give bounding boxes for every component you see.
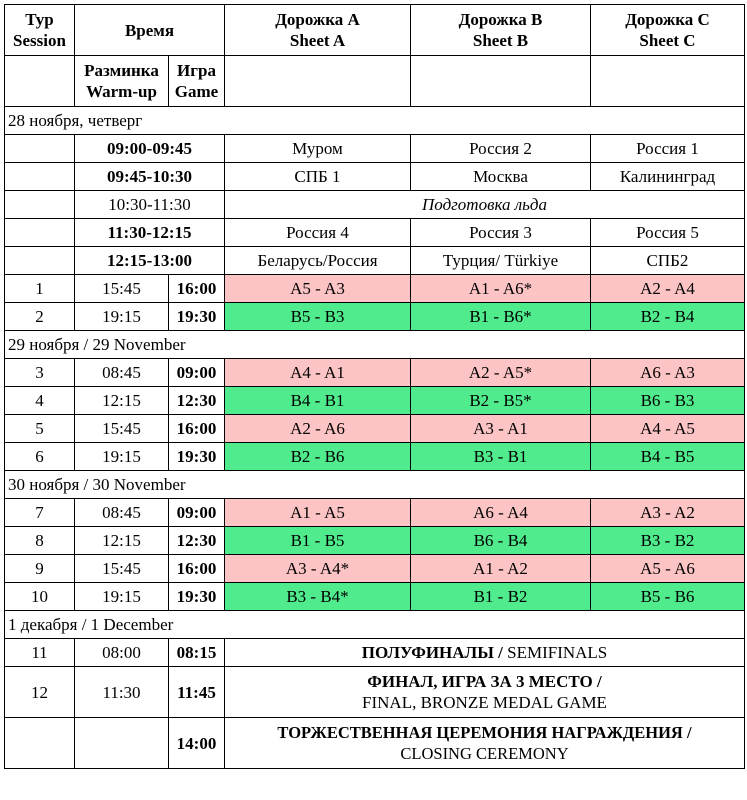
final-label: ФИНАЛ, ИГРА ЗА 3 МЕСТО / FINAL, BRONZE MEDAL GAME [225, 667, 745, 718]
session-number: 10 [5, 583, 75, 611]
practice-row [5, 247, 745, 275]
match-a: A3 - A4* [225, 555, 411, 583]
schedule-table [4, 4, 745, 769]
session-number: 2 [5, 303, 75, 331]
game-time: 19:30 [169, 583, 225, 611]
match-c: A2 - A4 [591, 275, 745, 303]
game-row [5, 387, 745, 415]
day-title: 29 ноября / 29 November [5, 331, 745, 359]
match-c: B2 - B4 [591, 303, 745, 331]
match-b: A6 - A4 [411, 499, 591, 527]
header-session: Тур Session [5, 5, 75, 56]
warmup-cell [75, 718, 169, 769]
match-c: B4 - B5 [591, 443, 745, 471]
game-time: 16:00 [169, 275, 225, 303]
practice-row [5, 163, 745, 191]
match-a: B3 - B4* [225, 583, 411, 611]
warmup-time: 15:45 [75, 275, 169, 303]
match-b: A2 - A5* [411, 359, 591, 387]
day-title: 28 ноября, четверг [5, 107, 745, 135]
game-time: 14:00 [169, 718, 225, 769]
team-b: Москва [411, 163, 591, 191]
game-row [5, 583, 745, 611]
game-time: 09:00 [169, 499, 225, 527]
session-number: 5 [5, 415, 75, 443]
match-a: B4 - B1 [225, 387, 411, 415]
ice-prep-note: Подготовка льда [225, 191, 745, 219]
day-row [5, 611, 745, 639]
game-time: 16:00 [169, 415, 225, 443]
practice-row [5, 219, 745, 247]
match-b: B1 - B6* [411, 303, 591, 331]
match-a: A5 - A3 [225, 275, 411, 303]
match-a: A2 - A6 [225, 415, 411, 443]
match-a: A1 - A5 [225, 499, 411, 527]
header-sheet-c: Дорожка C Sheet C [591, 5, 745, 56]
match-b: B2 - B5* [411, 387, 591, 415]
game-row [5, 303, 745, 331]
game-row [5, 499, 745, 527]
match-b: A1 - A6* [411, 275, 591, 303]
game-row [5, 443, 745, 471]
session-number: 1 [5, 275, 75, 303]
match-b: B1 - B2 [411, 583, 591, 611]
practice-time: 09:45-10:30 [75, 163, 225, 191]
team-b: Россия 2 [411, 135, 591, 163]
warmup-time: 12:15 [75, 387, 169, 415]
warmup-time: 11:30 [75, 667, 169, 718]
session-cell [5, 135, 75, 163]
match-b: A3 - A1 [411, 415, 591, 443]
game-time: 12:30 [169, 527, 225, 555]
warmup-time: 12:15 [75, 527, 169, 555]
session-number: 6 [5, 443, 75, 471]
game-time: 16:00 [169, 555, 225, 583]
ceremony-label: ТОРЖЕСТВЕННАЯ ЦЕРЕМОНИЯ НАГРАЖДЕНИЯ / CLOSING CEREMONY [225, 718, 745, 769]
header-row [5, 5, 745, 56]
semifinal-row [5, 639, 745, 667]
header-sheet-a: Дорожка A Sheet A [225, 5, 411, 56]
team-c: Россия 1 [591, 135, 745, 163]
session-number: 8 [5, 527, 75, 555]
day-row [5, 107, 745, 135]
final-row [5, 667, 745, 718]
team-c: Россия 5 [591, 219, 745, 247]
match-a: B1 - B5 [225, 527, 411, 555]
warmup-time: 19:15 [75, 303, 169, 331]
game-time: 08:15 [169, 639, 225, 667]
match-c: A3 - A2 [591, 499, 745, 527]
warmup-time: 15:45 [75, 415, 169, 443]
practice-time: 09:00-09:45 [75, 135, 225, 163]
header-time: Время [75, 5, 225, 56]
subheader-empty [591, 56, 745, 107]
game-row [5, 359, 745, 387]
practice-time: 12:15-13:00 [75, 247, 225, 275]
match-c: B5 - B6 [591, 583, 745, 611]
match-c: B3 - B2 [591, 527, 745, 555]
match-b: A1 - A2 [411, 555, 591, 583]
match-a: B5 - B3 [225, 303, 411, 331]
match-c: A5 - A6 [591, 555, 745, 583]
game-row [5, 415, 745, 443]
team-a: Муром [225, 135, 411, 163]
game-time: 09:00 [169, 359, 225, 387]
header-game: Игра Game [169, 56, 225, 107]
subheader-empty [411, 56, 591, 107]
session-cell [5, 191, 75, 219]
ceremony-row [5, 718, 745, 769]
day-title: 1 декабря / 1 December [5, 611, 745, 639]
session-cell [5, 163, 75, 191]
warmup-time: 19:15 [75, 583, 169, 611]
session-number: 7 [5, 499, 75, 527]
session-number: 11 [5, 639, 75, 667]
session-number: 3 [5, 359, 75, 387]
game-row [5, 555, 745, 583]
warmup-time: 08:45 [75, 499, 169, 527]
team-a: СПБ 1 [225, 163, 411, 191]
game-time: 11:45 [169, 667, 225, 718]
practice-row [5, 135, 745, 163]
game-row [5, 275, 745, 303]
session-cell [5, 247, 75, 275]
day-title: 30 ноября / 30 November [5, 471, 745, 499]
session-cell [5, 219, 75, 247]
warmup-time: 08:45 [75, 359, 169, 387]
game-time: 19:30 [169, 443, 225, 471]
semifinal-label: ПОЛУФИНАЛЫ / SEMIFINALS [225, 639, 745, 667]
match-b: B6 - B4 [411, 527, 591, 555]
warmup-time: 19:15 [75, 443, 169, 471]
warmup-time: 15:45 [75, 555, 169, 583]
subheader-empty [225, 56, 411, 107]
header-warmup: Разминка Warm-up [75, 56, 169, 107]
warmup-time: 08:00 [75, 639, 169, 667]
subheader-empty [5, 56, 75, 107]
session-number: 9 [5, 555, 75, 583]
ice-prep-row [5, 191, 745, 219]
team-b: Россия 3 [411, 219, 591, 247]
team-a: Беларусь/Россия [225, 247, 411, 275]
match-c: A4 - A5 [591, 415, 745, 443]
team-c: Калининград [591, 163, 745, 191]
match-c: B6 - B3 [591, 387, 745, 415]
game-row [5, 527, 745, 555]
header-sheet-b: Дорожка B Sheet B [411, 5, 591, 56]
subheader-row [5, 56, 745, 107]
session-number: 12 [5, 667, 75, 718]
team-c: СПБ2 [591, 247, 745, 275]
match-a: B2 - B6 [225, 443, 411, 471]
team-a: Россия 4 [225, 219, 411, 247]
team-b: Турция/ Türkiye [411, 247, 591, 275]
match-b: B3 - B1 [411, 443, 591, 471]
game-time: 19:30 [169, 303, 225, 331]
game-time: 12:30 [169, 387, 225, 415]
practice-time: 11:30-12:15 [75, 219, 225, 247]
match-c: A6 - A3 [591, 359, 745, 387]
session-cell [5, 718, 75, 769]
day-row [5, 331, 745, 359]
day-row [5, 471, 745, 499]
practice-time: 10:30-11:30 [75, 191, 225, 219]
session-number: 4 [5, 387, 75, 415]
match-a: A4 - A1 [225, 359, 411, 387]
